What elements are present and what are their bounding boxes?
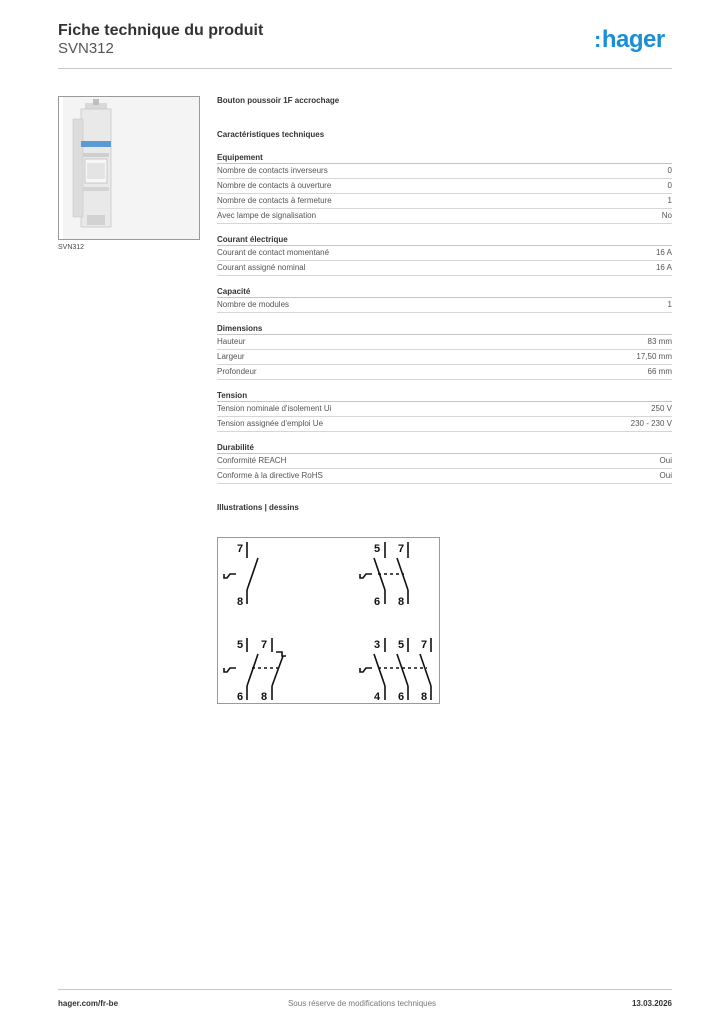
spec-row: [217, 298, 672, 313]
spec-label: Nombre de contacts à ouverture: [217, 181, 332, 190]
footer-divider: [58, 989, 672, 990]
spec-value: 250 V: [651, 404, 672, 413]
spec-value: Oui: [659, 456, 672, 465]
wiring-diagrams: [217, 537, 440, 704]
header-divider: [58, 68, 672, 69]
footer-website-link[interactable]: hager.com/fr-be: [58, 999, 119, 1008]
spec-group-dimensions: [217, 323, 672, 380]
spec-label: Largeur: [217, 352, 245, 361]
spec-value: 16 A: [655, 248, 672, 257]
wiring-diagram-graphic: [218, 538, 439, 703]
logo-dots: :: [594, 27, 601, 52]
product-caption: SVN312: [58, 244, 85, 251]
product-image-graphic: [59, 97, 199, 239]
spec-value: 0: [667, 166, 672, 175]
spec-row: [217, 417, 672, 432]
terminal-label: 8: [398, 596, 405, 608]
terminal-label: 6: [237, 691, 244, 703]
header-title: Fiche technique du produit: [58, 22, 264, 39]
spec-label: Nombre de contacts inverseurs: [217, 166, 328, 175]
spec-value: 83 mm: [647, 337, 672, 346]
spec-row: [217, 335, 672, 350]
spec-value: 66 mm: [647, 367, 672, 376]
spec-label: Hauteur: [217, 337, 246, 346]
spec-value: 1: [667, 196, 672, 205]
spec-group-tension: [217, 390, 672, 432]
spec-group-courant: [217, 234, 672, 276]
terminal-label: 6: [398, 691, 405, 703]
terminal-label: 8: [421, 691, 428, 703]
spec-row: [217, 365, 672, 380]
spec-group-title: Dimensions: [217, 323, 672, 335]
spec-label: Conforme à la directive RoHS: [217, 471, 323, 480]
product-name: Bouton poussoir 1F accrochage: [217, 96, 340, 105]
spec-label: Avec lampe de signalisation: [217, 211, 317, 220]
terminal-label: 8: [237, 596, 244, 608]
spec-row: [217, 469, 672, 484]
spec-row: [217, 164, 672, 179]
spec-group-title: Equipement: [217, 152, 672, 164]
terminal-label: 3: [374, 639, 381, 651]
spec-label: Profondeur: [217, 367, 257, 376]
illustrations-heading: Illustrations | dessins: [217, 503, 299, 512]
specs-heading: Caractéristiques techniques: [217, 130, 325, 139]
spec-group-title: Tension: [217, 390, 672, 402]
terminal-label: 7: [261, 639, 268, 651]
spec-value: Oui: [659, 471, 672, 480]
spec-row: [217, 454, 672, 469]
footer-disclaimer: Sous réserve de modifications techniques: [287, 999, 437, 1008]
terminal-label: 7: [398, 543, 405, 555]
terminal-label: 5: [237, 639, 244, 651]
hager-logo: [594, 26, 665, 54]
terminal-label: 4: [374, 691, 381, 703]
spec-label: Courant de contact momentané: [217, 248, 330, 257]
footer-date: 13.03.2026: [631, 999, 672, 1008]
spec-row: [217, 402, 672, 417]
spec-label: Nombre de contacts à fermeture: [217, 196, 332, 205]
spec-row: [217, 350, 672, 365]
spec-value: 0: [667, 181, 672, 190]
spec-row: [217, 209, 672, 224]
spec-label: Tension nominale d'isolement Ui: [217, 404, 332, 413]
terminal-label: 7: [237, 543, 244, 555]
spec-value: 230 - 230 V: [630, 419, 672, 428]
spec-value: 1: [667, 300, 672, 309]
spec-group-title: Durabilité: [217, 442, 672, 454]
spec-group-capacite: [217, 286, 672, 313]
terminal-label: 6: [374, 596, 381, 608]
spec-label: Courant assigné nominal: [217, 263, 306, 272]
spec-group-title: Courant électrique: [217, 234, 672, 246]
spec-value: 17,50 mm: [636, 352, 672, 361]
spec-label: Tension assignée d'emploi Ue: [217, 419, 324, 428]
spec-group-equipement: [217, 152, 672, 224]
spec-row: [217, 261, 672, 276]
spec-value: 16 A: [655, 263, 672, 272]
spec-label: Conformité REACH: [217, 456, 287, 465]
product-code: SVN312: [58, 40, 114, 57]
spec-row: [217, 194, 672, 209]
terminal-label: 5: [374, 543, 381, 555]
product-image: [58, 96, 200, 240]
spec-row: [217, 179, 672, 194]
spec-group-durabilite: [217, 442, 672, 484]
terminal-label: 8: [261, 691, 268, 703]
spec-value: No: [661, 211, 672, 220]
terminal-label: 7: [421, 639, 428, 651]
spec-row: [217, 246, 672, 261]
specifications-section: [217, 96, 672, 514]
spec-group-title: Capacité: [217, 286, 672, 298]
logo-text: hager: [601, 26, 665, 53]
terminal-label: 5: [398, 639, 405, 651]
spec-label: Nombre de modules: [217, 300, 290, 309]
